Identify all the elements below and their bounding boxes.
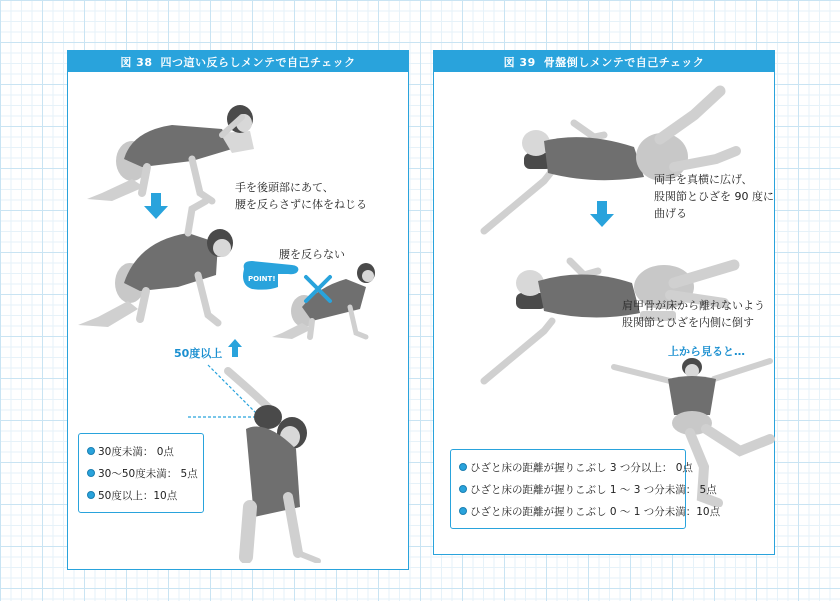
figure-39-caption-2: 肩甲骨が床から離れないよう 股関節とひざを内側に倒す [622, 299, 765, 329]
figure-38-panel [67, 50, 409, 570]
bullet-icon [459, 485, 467, 493]
angle-label: 50度以上 [174, 347, 223, 360]
bullet-icon [87, 447, 95, 455]
figure-38-number: 図 38 [120, 55, 153, 69]
bullet-icon [87, 469, 95, 477]
figure-39-score-box [450, 449, 721, 529]
bullet-icon [459, 463, 467, 471]
photo-angle-check [188, 357, 348, 563]
bullet-icon [87, 491, 95, 499]
score-row: 30～50度未満： 5点 [87, 462, 195, 484]
figure-39-header [434, 51, 774, 72]
figure-39-panel [433, 50, 775, 555]
score-row: 30度未満： 0点 [87, 440, 195, 462]
figure-38-caption-1: 手を後頭部にあて、 腰を反らさずに体をねじる [235, 181, 367, 211]
point-label: POINT! [248, 275, 276, 283]
photo-bad-pose [268, 257, 388, 343]
figure-38-title: 四つ這い反らしメンテで自己チェック [160, 55, 356, 69]
figure-39-caption-1: 両手を真横に広げ、 股関節とひざを 90 度に 曲げる [654, 173, 774, 220]
score-row: ひざと床の距離が握りこぶし 0 ～ 1 つ分未満：10点 [459, 500, 677, 522]
up-arrow-icon [228, 339, 242, 357]
figure-38-header [68, 51, 408, 72]
figure-38-score-box [78, 433, 204, 513]
score-row: ひざと床の距離が握りこぶし 3 つ分以上： 0点 [459, 456, 677, 478]
bullet-icon [459, 507, 467, 515]
photo-twist [68, 191, 248, 341]
figure-38-warning: 腰を反らない [279, 248, 345, 261]
figure-39-number: 図 39 [503, 55, 536, 69]
score-row: ひざと床の距離が握りこぶし 1 ～ 3 つ分未満： 5点 [459, 478, 677, 500]
score-row: 50度以上：10点 [87, 484, 195, 506]
top-view-label: 上から見ると… [668, 345, 745, 358]
figure-39-title: 骨盤倒しメンテで自己チェック [543, 55, 705, 69]
down-arrow-icon [590, 201, 614, 227]
